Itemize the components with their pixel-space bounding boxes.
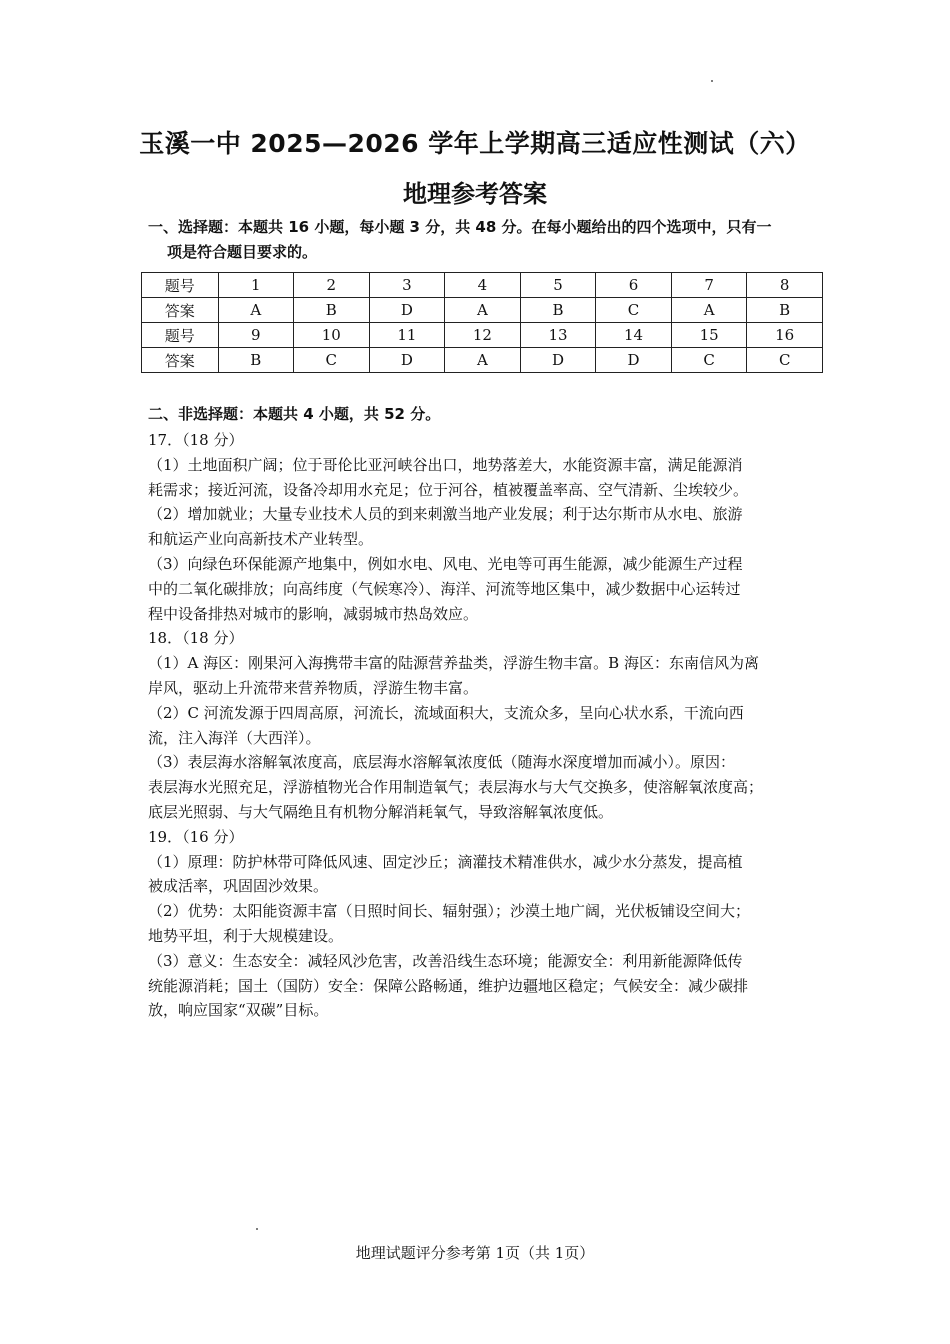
table-cell: A <box>445 298 521 323</box>
text-line: 流，注入海洋（大西洋）。 <box>148 728 321 747</box>
table-cell: 题号 <box>142 273 219 298</box>
text-line: （2）优势：太阳能资源丰富（日照时间长、辐射强）；沙漠土地广阔，光伏板铺设空间大； <box>148 902 751 921</box>
table-cell: 8 <box>747 273 823 298</box>
table-row <box>142 323 823 348</box>
table-cell: C <box>596 298 672 323</box>
text-line: 统能源消耗；国土（国防）安全：保障公路畅通，维护边疆地区稳定；气候安全：减少碳排 <box>148 976 749 995</box>
scan-dot-top <box>711 80 713 82</box>
table-row <box>142 348 823 373</box>
text-line: 地势平坦，利于大规模建设。 <box>148 926 344 945</box>
table-cell: A <box>218 298 294 323</box>
text-line: 程中设备排热对城市的影响，减弱城市热岛效应。 <box>148 604 479 623</box>
table-cell: 1 <box>218 273 294 298</box>
text-line: 岸风，驱动上升流带来营养物质，浮游生物丰富。 <box>148 678 479 697</box>
table-cell: B <box>218 348 294 373</box>
text-line: （3）表层海水溶解氧浓度高，底层海水溶解氧浓度低（随海水深度增加而减小）。原因： <box>148 753 736 772</box>
text-line: 表层海水光照充足，浮游植物光合作用制造氧气；表层海水与大气交换多，使溶解氧浓度高； <box>148 778 764 797</box>
table-cell: 15 <box>671 323 747 348</box>
table-cell: 13 <box>520 323 596 348</box>
table-cell: 5 <box>520 273 596 298</box>
table-cell: C <box>747 348 823 373</box>
table-cell: 3 <box>369 273 445 298</box>
section1-line2: 项是符合题目要求的。 <box>167 243 318 261</box>
text-line: 中的二氧化碳排放；向高纬度（气候寒冷）、海洋、河流等地区集中，减少数据中心运转过 <box>148 579 741 598</box>
table-cell: 7 <box>671 273 747 298</box>
text-line: （3）向绿色环保能源产地集中，例如水电、风电、光电等可再生能源，减少能源生产过程 <box>148 554 743 573</box>
table-cell: 12 <box>445 323 521 348</box>
page-title: 玉溪一中 2025—2026 学年上学期高三适应性测试（六） <box>139 129 811 158</box>
text-line: 18．（18 分） <box>148 629 244 648</box>
text-line: 19．（16 分） <box>148 827 244 846</box>
table-cell: C <box>294 348 370 373</box>
text-line: 17．（18 分） <box>148 431 244 449</box>
table-cell: 6 <box>596 273 672 298</box>
text-line: 和航运产业向高新技术产业转型。 <box>148 530 374 549</box>
table-cell: 11 <box>369 323 445 348</box>
table-cell: 2 <box>294 273 370 298</box>
table-row <box>142 298 823 323</box>
table-cell: 题号 <box>142 323 219 348</box>
page-subtitle: 地理参考答案 <box>403 180 547 208</box>
text-line: （1）A 海区：刚果河入海携带丰富的陆源营养盐类，浮游生物丰富。B 海区：东南信风为离 <box>148 654 759 673</box>
text-line: 放，响应国家“双碳”目标。 <box>148 1001 329 1020</box>
text-line: （2）增加就业；大量专业技术人员的到来刺激当地产业发展；利于达尔斯市从水电、旅游 <box>148 505 743 524</box>
table-cell: 16 <box>747 323 823 348</box>
page-footer: 地理试题评分参考第 1页（共 1页） <box>355 1244 595 1262</box>
text-line: （1）原理：防护林带可降低风速、固定沙丘；滴灌技术精准供水，减少水分蒸发，提高植 <box>148 852 743 871</box>
table-cell: 10 <box>294 323 370 348</box>
text-line: 底层光照弱、与大气隔绝且有机物分解消耗氧气，导致溶解氧浓度低。 <box>148 802 614 821</box>
table-cell: D <box>369 298 445 323</box>
table-cell: A <box>671 298 747 323</box>
table-cell: B <box>294 298 370 323</box>
answer-table <box>141 272 823 373</box>
section2-heading: 二、非选择题：本题共 4 小题，共 52 分。 <box>148 405 441 423</box>
section1-line1: 一、选择题：本题共 16 小题，每小题 3 分，共 48 分。在每小题给出的四个选项中，只有一 <box>148 218 772 236</box>
table-row <box>142 273 823 298</box>
text-line: （3）意义：生态安全：减轻风沙危害，改善沿线生态环境；能源安全：利用新能源降低传 <box>148 951 743 970</box>
table-cell: 14 <box>596 323 672 348</box>
table-cell: D <box>369 348 445 373</box>
text-line: （2）C 河流发源于四周高原，河流长，流域面积大，支流众多，呈向心状水系，干流向西 <box>148 703 744 722</box>
table-cell: B <box>747 298 823 323</box>
table-cell: B <box>520 298 596 323</box>
table-cell: 4 <box>445 273 521 298</box>
text-line: （1）土地面积广阔；位于哥伦比亚河峡谷出口，地势落差大，水能资源丰富，满足能源消 <box>148 455 743 474</box>
table-cell: 9 <box>218 323 294 348</box>
text-line: 被成活率，巩固固沙效果。 <box>148 877 329 896</box>
table-cell: D <box>520 348 596 373</box>
section1-instructions <box>148 215 828 265</box>
table-cell: C <box>671 348 747 373</box>
text-line: 耗需求；接近河流，设备冷却用水充足；位于河谷，植被覆盖率高、空气清新、尘埃较少。 <box>148 480 749 499</box>
table-cell: 答案 <box>142 298 219 323</box>
table-cell: D <box>596 348 672 373</box>
table-cell: A <box>445 348 521 373</box>
scan-dot-bottom <box>256 1228 258 1230</box>
table-cell: 答案 <box>142 348 219 373</box>
answer-body <box>148 428 828 1023</box>
